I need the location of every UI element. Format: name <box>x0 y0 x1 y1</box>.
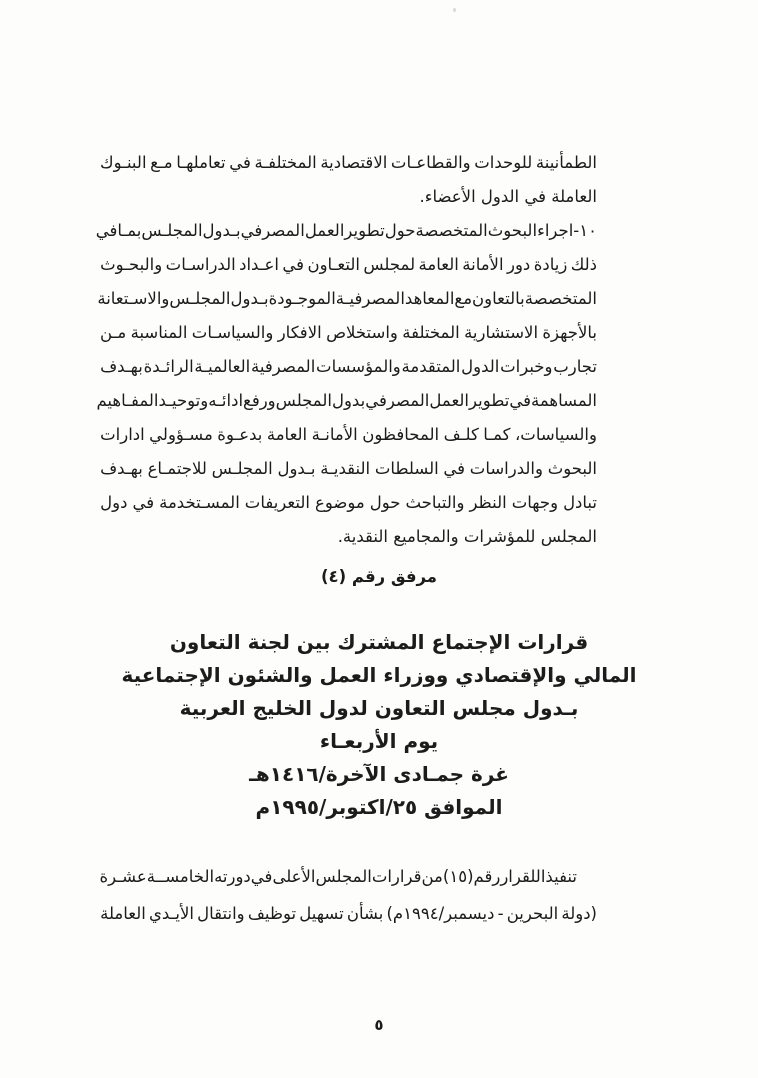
paragraph-item-10 <box>95 214 597 554</box>
text-line: ١٠- اجراء البحوث المتخصصة حول تطوير العمل المصرفي بـدول المجلـس بمـا في <box>95 221 597 240</box>
text-line: العاملة في الدول الأعضاء. <box>419 187 597 206</box>
text-line: بالأجهزة الاستشارية المختلفة واستخلاص الافكار والسياسـات المناسبة مـن <box>100 323 597 342</box>
text-line: ذلك زيادة دور الأمانة العامة لمجلس التعـاون في اعـداد الدراسـات والبحـوث <box>100 255 597 274</box>
footer-paragraph <box>100 858 597 932</box>
text-line: تنفيذا للقرار رقم (١٥) من قرارات المجلس الأعلى في دورته الخامســة عشـرة <box>99 867 577 886</box>
text-line: والسياسات، كمـا كلـف المحافظون الأمانـة العامة بدعـوة مسـؤولي ادارات <box>100 425 597 444</box>
title-line-day: يوم الأربعـاء <box>319 729 439 753</box>
text-line: البحوث والدراسات في السلطات النقديـة بـدول المجلـس للاجتمـاع بهـدف <box>100 459 597 478</box>
page-number: ٥ <box>374 1016 384 1034</box>
text-line: المجلس للمؤشرات والمجاميع النقدية. <box>337 527 597 546</box>
text-line: (دولة البحرين - ديسمبر/١٩٩٤م) بشأن تسهيل توظيف وانتقال الأيـدي العاملة <box>100 904 597 923</box>
decision-title-block <box>0 626 758 824</box>
title-line-gregorian-date: الموافق ٢٥/اكتوبر/١٩٩٥م <box>255 795 503 819</box>
title-line-hijri-date: غرة جمـادى الآخرة/١٤١٦هـ <box>249 762 509 786</box>
title-line: قرارات الإجتماع المشترك بين لجنة التعاون <box>169 630 589 654</box>
scan-dust-speck <box>453 8 456 12</box>
title-line: بـدول مجلس التعاون لدول الخليج العربية <box>179 696 579 720</box>
text-line: تجارب وخبرات الدول المتقدمة والمؤسسات المصرفية العالميـة الرائـدة بهـدف <box>100 357 597 376</box>
text-line: المساهمة في تطوير العمل المصرفي بدول المجلس ورفع ادائـه وتوحيـد المفـاهيم <box>96 391 597 410</box>
title-line: المالي والإقتصادي ووزراء العمل والشئون الإجتماعية <box>121 663 637 687</box>
body-text-column <box>95 146 597 554</box>
paragraph-continuation <box>100 146 597 214</box>
text-line: المتخصصة بالتعاون مع المعاهد المصرفيـة الموجـودة بـدول المجلـس والاسـتعانة <box>97 289 597 308</box>
attachment-number-heading: مرفق رقم (٤) <box>320 567 438 586</box>
text-line: تبادل وجهات النظر والتباحث حول موضوع التعريفات المسـتخدمة في دول <box>100 493 597 512</box>
text-line: الطمأنينة للوحدات والقطاعـات الاقتصادية المختلفـة في تعاملهـا مـع البنـوك <box>100 153 597 172</box>
